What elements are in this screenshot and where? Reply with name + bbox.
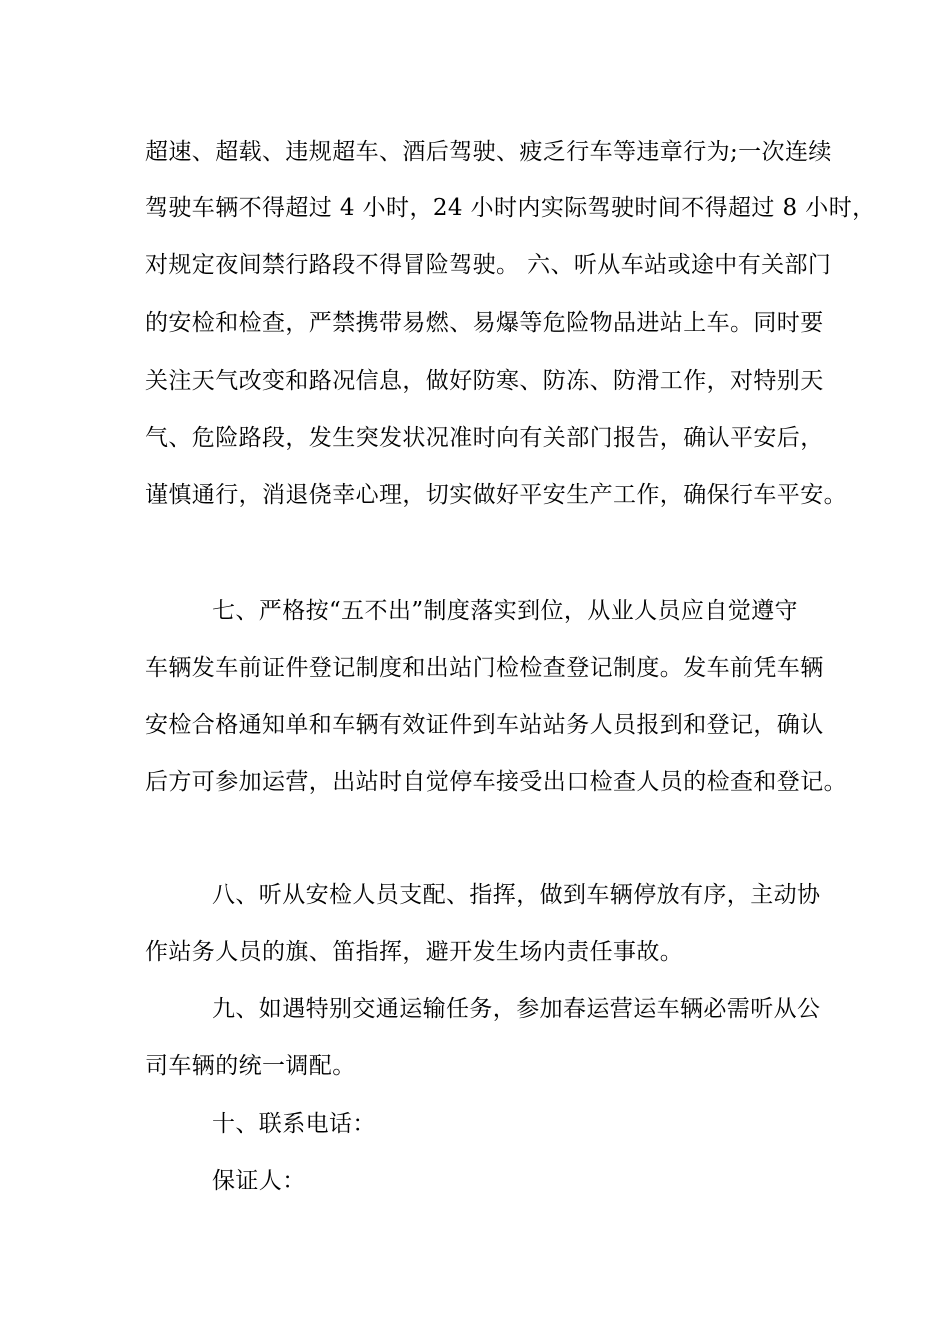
guarantor-line: 保证人： — [212, 1168, 306, 1194]
text-line: 驾驶车辆不得超过 4 小时，24 小时内实际驾驶时间不得超过 8 小时， — [145, 195, 876, 221]
text-line: 对规定夜间禁行路段不得冒险驾驶。 六、听从车站或途中有关部门 — [145, 252, 832, 278]
paragraph-eight-first-line: 八、听从安检人员支配、指挥，做到车辆停放有序，主动协 — [212, 882, 821, 908]
paragraph-nine-first-line: 九、如遇特别交通运输任务，参加春运营运车辆必需听从公 — [212, 996, 821, 1022]
paragraph-seven-first-line: 七、严格按“五不出”制度落实到位，从业人员应自觉遵守 — [212, 598, 798, 624]
text-line: 车辆发车前证件登记制度和出站门检检查登记制度。发车前凭车辆 — [145, 655, 824, 681]
text-line: 谨慎通行，消退侥幸心理，切实做好平安生产工作，确保行车平安。 — [145, 482, 847, 508]
text-line: 安检合格通知单和车辆有效证件到车站站务人员报到和登记，确认 — [145, 712, 824, 738]
text-line: 超速、超载、违规超车、酒后驾驶、疲乏行车等违章行为;一次连续 — [145, 139, 832, 165]
text-line: 气、危险路段，发生突发状况准时向有关部门报告，确认平安后， — [145, 425, 824, 451]
text-line: 司车辆的统一调配。 — [145, 1053, 356, 1079]
text-line: 关注天气改变和路况信息，做好防寒、防冻、防滑工作，对特别天 — [145, 368, 824, 394]
contact-phone-line: 十、联系电话： — [212, 1111, 376, 1137]
text-line: 的安检和检查，严禁携带易燃、易爆等危险物品进站上车。同时要 — [145, 310, 824, 336]
text-line: 后方可参加运营，出站时自觉停车接受出口检查人员的检查和登记。 — [145, 769, 847, 795]
text-line: 作站务人员的旗、笛指挥，避开发生场内责任事故。 — [145, 939, 684, 965]
